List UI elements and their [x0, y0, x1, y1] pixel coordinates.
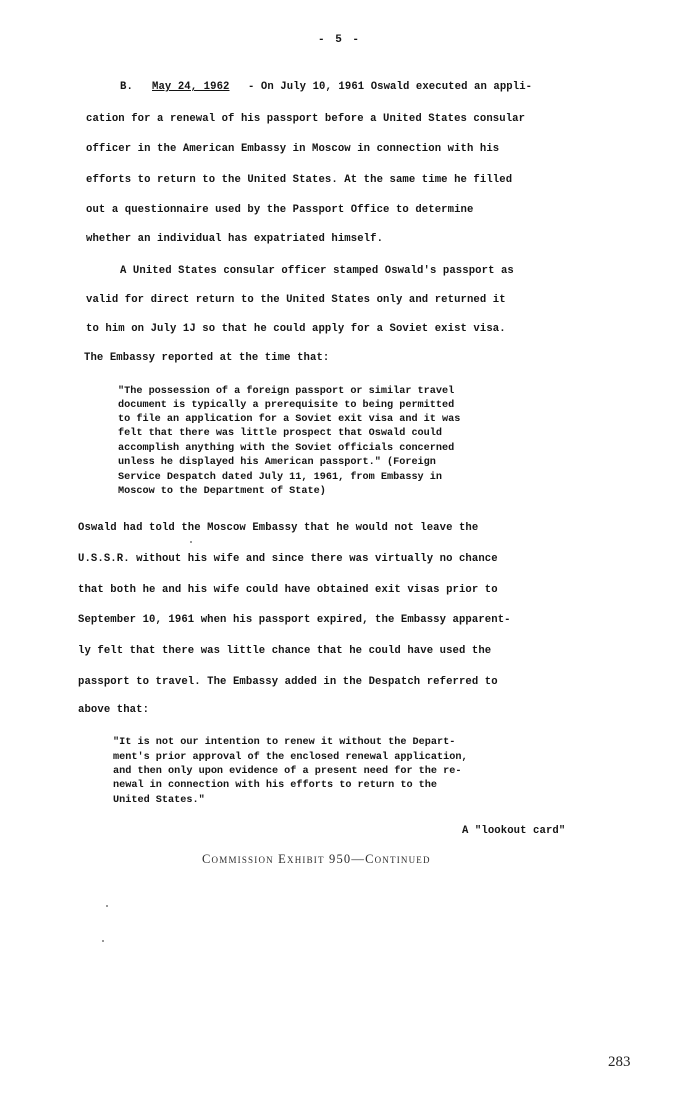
quote-line: Service Despatch dated July 11, 1961, from Embassy in: [118, 472, 443, 483]
quote-line: document is typically a prerequisite to being permitted: [118, 400, 455, 411]
section-date: May 24, 1962: [152, 81, 230, 93]
quote-line: and then only upon evidence of a present need for the re-: [113, 766, 462, 777]
quote-line: newal in connection with his efforts to return to the: [113, 780, 438, 791]
section-label: B.: [120, 81, 133, 93]
paragraph-line: to him on July 1J so that he could apply for a Soviet exist visa.: [86, 323, 506, 335]
continuation-text: A "lookout card": [462, 825, 566, 837]
quote-line: to file an application for a Soviet exit visa and it was: [118, 414, 461, 425]
paragraph-line: September 10, 1961 when his passport expired, the Embassy apparent-: [78, 614, 511, 626]
scan-speck: [106, 905, 108, 907]
paragraph-line: ly felt that there was little chance that he could have used the: [78, 645, 492, 657]
quote-line: unless he displayed his American passport." (Foreign: [118, 457, 436, 468]
paragraph-line: The Embassy reported at the time that:: [84, 352, 330, 364]
quote-line: "It is not our intention to renew it without the Depart-: [113, 737, 456, 748]
quote-line: "The possession of a foreign passport or similar travel: [118, 386, 455, 397]
page-number: 283: [608, 1054, 631, 1070]
quote-line: United States.": [113, 795, 205, 806]
section-line: out a questionnaire used by the Passport Office to determine: [86, 204, 474, 216]
quote-line: felt that there was little prospect that Oswald could: [118, 428, 443, 439]
quote-line: accomplish anything with the Soviet officials concerned: [118, 443, 455, 454]
paragraph-line: that both he and his wife could have obtained exit visas prior to: [78, 584, 498, 596]
paragraph-line: A United States consular officer stamped Oswald's passport as: [120, 265, 514, 277]
paragraph-line: Oswald had told the Moscow Embassy that he would not leave the: [78, 522, 479, 534]
quote-line: ment's prior approval of the enclosed renewal application,: [113, 752, 468, 763]
exhibit-caption: Commission Exhibit 950—Continued: [202, 852, 431, 866]
paragraph-line: valid for direct return to the United States only and returned it: [86, 294, 506, 306]
section-line: cation for a renewal of his passport before a United States consular: [86, 113, 526, 125]
paragraph-line: above that:: [78, 704, 150, 716]
section-line: whether an individual has expatriated himself.: [86, 233, 384, 245]
paragraph-line: passport to travel. The Embassy added in the Despatch referred to: [78, 676, 498, 688]
page-marker: - 5 -: [318, 34, 362, 46]
paragraph-line: U.S.S.R. without his wife and since there was virtually no chance: [78, 553, 498, 565]
section-line: - On July 10, 1961 Oswald executed an appli-: [248, 81, 533, 93]
quote-line: Moscow to the Department of State): [118, 486, 326, 497]
scan-speck: [102, 940, 104, 942]
scan-speck: [190, 541, 192, 543]
section-line: officer in the American Embassy in Moscow in connection with his: [86, 143, 500, 155]
section-line: efforts to return to the United States. At the same time he filled: [86, 174, 513, 186]
